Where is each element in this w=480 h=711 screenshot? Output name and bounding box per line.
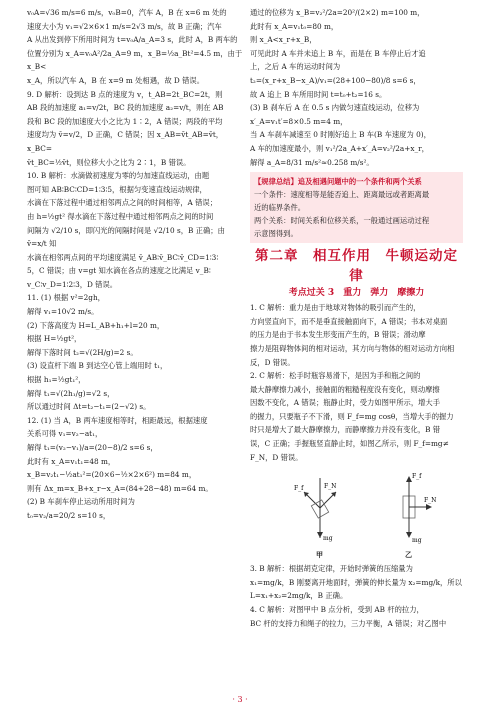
force-label: F_N	[424, 497, 437, 505]
force-label: mg	[412, 537, 422, 545]
chapter-title: 第二章 相互作用 牛顿运动定律	[255, 248, 458, 285]
text-line: L=x₁+x₂=2mg/k，B 正确。	[250, 591, 348, 601]
text-line: 的握力，只要瓶子不下滑，则 F_f=mg cosθ，当增大手的握力	[250, 411, 454, 421]
text-line: (3) B 刹车后 A 在 0.5 s 内做匀速直线运动，位移为	[250, 103, 420, 113]
summary-line: 示意图得到。	[254, 229, 298, 239]
summary-line: 近的临界条件。	[254, 203, 306, 213]
text-line: x_A，所以汽车 A，B 在 x=9 m 处相遇，故 D 错误。	[27, 75, 204, 85]
text-line: v₀A=√36 m/s=6 m/s，v₀B=0，汽车 A，B 在 x=6 m 处的	[27, 8, 227, 17]
text-line: 由 h=½gt² 得水滴在下落过程中通过相邻两点之间的时间	[27, 211, 214, 221]
force-label: mg	[323, 535, 333, 543]
text-line: 当 A 车刹车减速至 0 时刚好追上 B 车(B 车速度为 0)，	[250, 130, 431, 140]
text-line: 根据 h₁=½gt₁²，	[27, 375, 86, 385]
figure-yi	[380, 468, 440, 560]
text-line: (2) B 车刹车停止运动所用时间为	[27, 497, 135, 507]
summary-line: 两个关系：时间关系和位移关系，一般通过画运动过程	[254, 216, 430, 226]
text-line: 的压力是由于书本发生形变而产生的，B 错误；滑动摩	[250, 330, 426, 340]
force-label: F_f	[294, 485, 304, 493]
figure-label: 甲	[316, 550, 323, 560]
text-line: 时只是增大了最大静摩擦力，而静摩擦力并没有变化，B 错	[250, 425, 441, 435]
text-line: 则有 Δx_m=x_B+x_r−x_A=(84+28−48) m=64 m。	[27, 483, 213, 493]
text-line: 5，C 错误；由 v=gt 知水滴在各点的速度之比满足 v_B∶	[27, 266, 211, 276]
text-line: 解得下落时间 t₂=√(2H/g)=2 s。	[27, 347, 138, 357]
text-line: x′_A=v₁t′=8×0.5 m=4 m，	[250, 116, 348, 126]
text-line: 12. (1) 当 A，B 两车速度相等时，相距最远，根据速度	[27, 415, 208, 425]
text-line: 水滴在下落过程中通过相邻两点之间的时间相等，A 错误；	[27, 198, 218, 208]
right-column	[250, 6, 463, 630]
figure-jia	[290, 468, 350, 560]
text-line: 擦力是阻碍物体间的相对运动，其方向与物体的相对运动方向相反，D 错误。	[250, 343, 455, 367]
text-line: 误，C 正确；手握瓶竖直静止时，如图乙所示，则 F_f=mg≠	[250, 439, 449, 449]
text-line: 方向竖直向下，而不是垂直接触面向下，A 错误；书本对桌面	[250, 316, 448, 326]
text-line: 此时有 x_A=v₁t₁=48 m，	[27, 456, 116, 466]
force-diagrams	[250, 468, 463, 560]
text-line: 4. C 解析：对图甲中 B 点分析，受到 AB 杆的拉力，	[250, 605, 424, 615]
text-line: 2. C 解析：松手时瓶容易滑下，是因为手和瓶之间的	[250, 371, 421, 381]
force-label: F_f	[412, 473, 422, 481]
text-line: 3. B 解析：根据胡克定律，开始时弹簧的压缩量为	[250, 564, 413, 574]
text-line: 速度均为 v̄=v/2，D 正确，C 错误；因 x_AB=v̄t_AB=v̄t，x_BC=	[27, 130, 224, 153]
text-line: 图可知 AB∶BC∶CD=1∶3∶5，根据匀变速直线运动规律，	[27, 184, 207, 194]
bottle-vertical-diagram	[380, 468, 440, 548]
text-line: 解得 a_A=8/31 m/s²≈0.258 m/s²。	[250, 157, 374, 167]
text-line: 可见此时 A 车并未追上 B 车，而是在 B 车停止后才追	[250, 48, 426, 58]
text-line: (3) 设直杆下端 B 到达空心管上端用时 t₁，	[27, 361, 168, 371]
bottle-tilted-diagram	[290, 468, 350, 548]
force-label: F_N	[324, 483, 337, 491]
text-line: v_C∶v_D=1∶2∶3，D 错误。	[27, 279, 118, 289]
text-line: 根据 H=½gt²，	[27, 334, 82, 344]
text-line: A 车的加速度最小，则 v₁²/2a_A+x′_A=v₂²/2a+x_r，	[250, 143, 429, 153]
text-line: 解得 t₁=√(2h₁/g)=√2 s，	[27, 388, 115, 398]
summary-title: 【规律总结】追及相遇问题中的一个条件和两个关系	[254, 177, 422, 187]
figure-label: 乙	[405, 550, 412, 560]
text-line: t₂=(x_r+x_B−x_A)/v₁=(28+100−80)/8 s=6 s，	[250, 75, 421, 85]
text-line: 段和 BC 段的加速度大小之比为 1∶2，A 错误；两段的平均	[27, 116, 223, 126]
text-line: v̄t_BC=½v̄t，则位移大小之比为 2∶1，B 错误。	[27, 157, 191, 167]
text-line: t₀=v₂/a=20/2 s=10 s，	[27, 510, 111, 520]
text-line: 11. (1) 根据 v²=2gh，	[27, 293, 105, 303]
text-line: BC 杆的支持力和绳子的拉力，三力平衡，A 错误；对乙图中	[250, 618, 447, 628]
section-title: 考点过关 3 重力 弹力 摩擦力	[288, 288, 425, 299]
page-number: · 3 ·	[232, 695, 248, 704]
text-line: 因数不变化，A 错误；瓶静止时，受力如图甲所示，增大手	[250, 398, 441, 408]
rule-summary-box	[250, 172, 463, 243]
text-line: 故 A 追上 B 车所用时间 t=t₀+t₂=16 s。	[250, 89, 387, 99]
text-line: A 从出发到停下所用时间为 t=v₀A/a_A=3 s，此时 A，B 两车的	[27, 35, 238, 45]
text-line: 上，之后 A 车的运动时间为	[250, 62, 341, 72]
text-line: 10. B 解析：水滴做初速度为零的匀加速直线运动，由题	[27, 171, 210, 181]
text-line: (2) 下落高度为 H=L_AB+h₁+l=20 m，	[27, 320, 165, 330]
text-line: x_B=v₂t₁−½at₁²=(20×6−½×2×6²) m=84 m，	[27, 470, 197, 480]
text-line: x₁=mg/k，B 刚要离开地面时，弹簧的伸长量为 x₂=mg/k，所以	[250, 577, 462, 587]
text-line: 关系可得 v₁=v₂−at₁，	[27, 429, 103, 439]
text-line: 解得 v₁=10√2 m/s。	[27, 307, 99, 317]
text-line: 所以通过时间 Δt=t₂−t₁=(2−√2) s。	[27, 402, 151, 412]
text-line: 9. D 解析：设到达 B 点的速度为 v，t_AB=2t_BC=2t，则	[27, 89, 223, 99]
text-line: 1. C 解析：重力是由于地球对物体的吸引而产生的，	[250, 303, 421, 313]
text-line: 此时有 x_A=v₁t₀=80 m，	[250, 21, 339, 31]
text-line: 位置分别为 x_A=v₀A²/2a_A=9 m，x_B=½a_Bt²=4.5 m，由于 x_B<	[27, 48, 243, 72]
text-line: 速度大小为 v₁=√2×6×1 m/s=2√3 m/s，故 B 正确；汽车	[27, 21, 222, 31]
text-line: 通过的位移为 x_B=v₂²/2a=20²/(2×2) m=100 m，	[250, 8, 425, 17]
text-line: 最大静摩擦力减小，接触面的粗糙程度没有变化，则动摩擦	[250, 384, 440, 394]
left-column	[27, 6, 243, 523]
text-line: 则 x_A<x_r+x_B，	[250, 35, 317, 45]
text-line: 水滴在相邻两点间的平均速度满足 v̄_AB∶v̄_BC∶v̄_CD=1∶3∶	[27, 252, 219, 262]
summary-line: 一个条件：速度相等是能否追上、距离最远或者距离最	[254, 190, 430, 200]
text-line: F_N，D 错误。	[250, 452, 303, 462]
text-line: 解得 t₁=(v₂−v₁)/a=(20−8)/2 s=6 s，	[27, 443, 158, 452]
text-line: 间隔为 √2/10 s，即闪光的间隔时间是 √2/10 s，B 正确；由 v̄=x/t 知	[27, 225, 225, 249]
text-line: AB 段的加速度 a₁=v/2t，BC 段的加速度 a₂=v/t，则在 AB	[27, 103, 224, 113]
